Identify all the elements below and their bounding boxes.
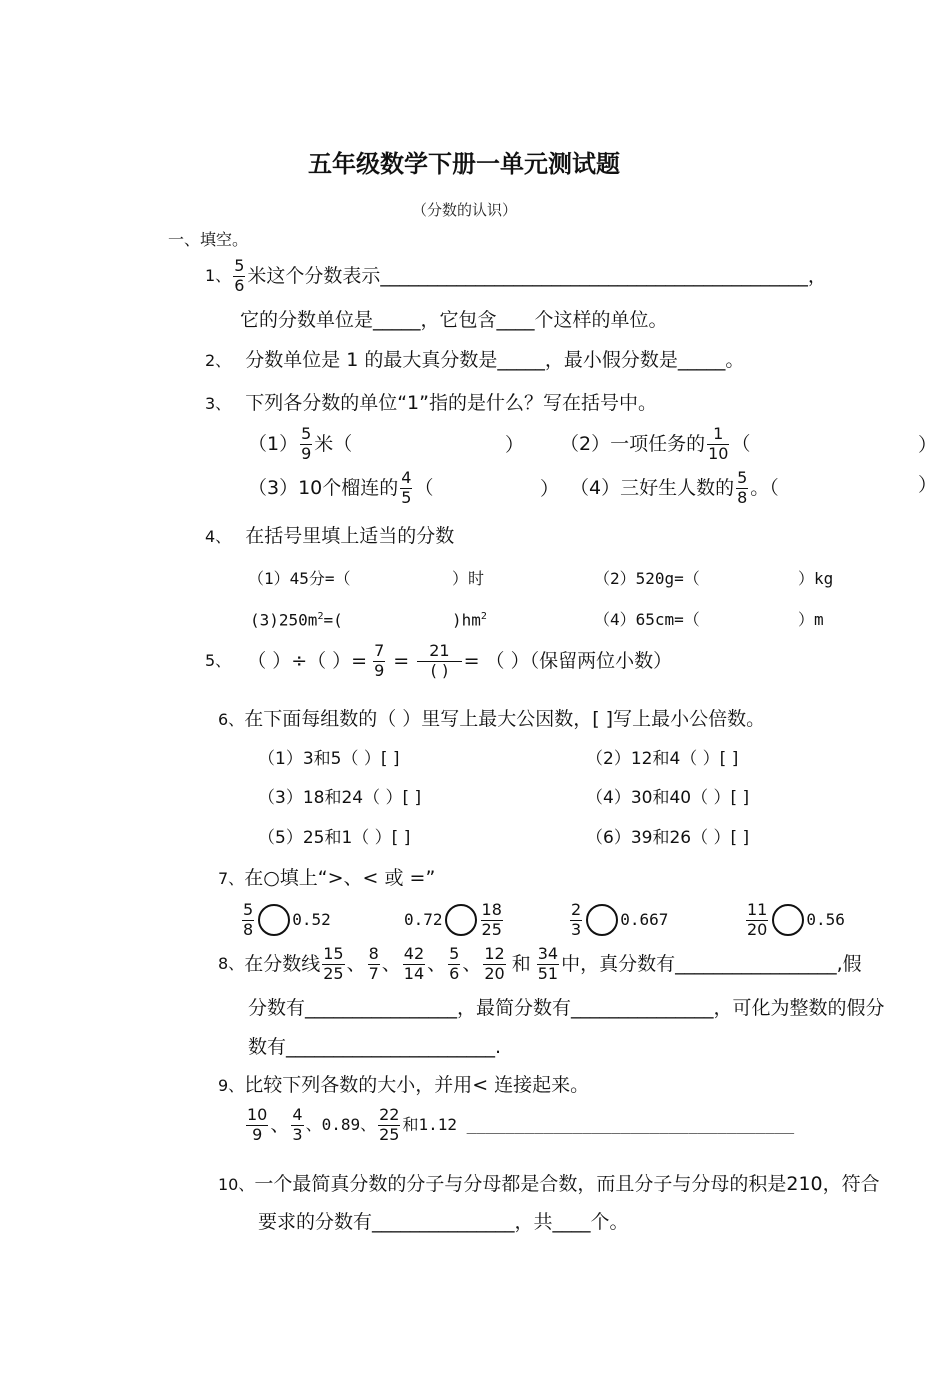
q3-part-1-close: ） (505, 434, 525, 456)
q7-compare-1: $\frac{5}{8}$ 0.52 (243, 900, 331, 939)
question-7: 7、在○填上“>、< 或 =” (218, 867, 436, 889)
q3-part-2: （2）一项任务的 $\frac{1}{10}$ （ (560, 424, 751, 463)
q7-compare-4: $\frac{11}{20}$ 0.56 (747, 900, 845, 939)
q4-part-4-unit: ）m (798, 610, 824, 629)
question-text: 分数单位是 1 的最大真分数是_____，最小假分数是_____。 (245, 349, 745, 371)
q6-item: （3）18和24（ ）[ ] (258, 788, 422, 808)
compare-circle[interactable] (445, 904, 477, 936)
question-6: 6、在下面每组数的（ ）里写上最大公因数，[ ]写上最小公倍数。 (218, 708, 766, 730)
q3-part-3-close: ） (540, 478, 560, 500)
q6-item: （2）12和4（ ）[ ] (586, 749, 739, 769)
section-heading: 一、填空。 (168, 230, 249, 249)
question-4: 4、 在括号里填上适当的分数 (205, 525, 455, 547)
q4-part-3-unit: )$hm^2$ (452, 610, 487, 630)
question-9: 9、比较下列各数的大小，并用< 连接起来。 (218, 1074, 590, 1096)
question-text: 在下面每组数的（ ）里写上最大公因数，[ ]写上最小公倍数。 (244, 708, 766, 730)
compare-circle[interactable] (586, 904, 618, 936)
question-text: 下列各分数的单位“1”指的是什么？写在括号中。 (245, 392, 657, 414)
q4-part-2-unit: ）kg (798, 569, 834, 588)
q3-part-4: （4）三好生人数的 $\frac{5}{8}$ 。（ (570, 468, 779, 507)
question-8: 8、 在分数线 $\frac{15}{25}$ 、 $\frac{8}{7}$ 、 $\frac{42}{14}$ 、 $\frac{5}{6}$ 、 $\frac{12}{20}$ 和 $\frac{34}{51}$ 中，真分数有_________________,假 (218, 944, 862, 983)
q4-part-2: （2）520g=（ (594, 569, 700, 588)
q6-item: （1）3和5（ ）[ ] (258, 749, 400, 769)
question-10-line-2: 要求的分数有_______________，共____个。 (258, 1211, 629, 1233)
question-text: 米这个分数表示_____________________________________________， (247, 264, 827, 287)
q4-part-1-unit: ）时 (452, 569, 485, 588)
question-number: 1、 (205, 266, 232, 286)
q3-part-1: （1） $\frac{5}{9}$ 米（ (248, 424, 353, 463)
fraction: $\frac{5}{6}$ (234, 256, 245, 295)
page-subtitle: （分数的认识） (412, 201, 518, 219)
q4-part-1: （1）45分=（ (248, 569, 351, 588)
question-8-line-3: 数有______________________. (248, 1036, 502, 1058)
question-1 (205, 258, 827, 295)
question-1-line-2: 它的分数单位是_____，它包含____个这样的单位。 (240, 309, 668, 331)
q7-compare-3: $\frac{2}{3}$ 0.667 (571, 900, 669, 939)
question-5: 5、 （ ）÷（ ）= $\frac{7}{9}$ = $\frac{21}{( )}$ = （ ）（保留两位小数） (205, 641, 673, 680)
question-text: 比较下列各数的大小，并用< 连接起来。 (244, 1074, 590, 1096)
question-2: 2、 分数单位是 1 的最大真分数是_____，最小假分数是_____。 (205, 349, 745, 371)
q6-item: （6）39和26（ ）[ ] (586, 828, 750, 848)
question-text: 一个最简真分数的分子与分母都是合数，而且分子与分母的积是210，符合 (254, 1173, 880, 1195)
question-text: 在○填上“>、< 或 =” (244, 867, 436, 889)
q9-numbers: $\frac{10}{9}$ 、 $\frac{4}{3}$ 、0.89、 $\frac{22}{25}$ 和1.12 __________________________________ (247, 1105, 795, 1144)
q3-part-3: （3）10个榴连的 $\frac{4}{5}$ （ (248, 468, 434, 507)
q3-part-4-close: ） (918, 474, 938, 496)
compare-circle[interactable] (258, 904, 290, 936)
question-8-line-2: 分数有________________，最简分数有_______________，可化为整数的假分 (248, 997, 885, 1019)
question-3: 3、 下列各分数的单位“1”指的是什么？写在括号中。 (205, 392, 657, 414)
q7-compare-2: 0.72 $\frac{18}{25}$ (404, 900, 502, 939)
compare-circle[interactable] (772, 904, 804, 936)
q4-part-4: （4）65cm=（ (594, 610, 700, 629)
q6-item: （5）25和1（ ）[ ] (258, 828, 411, 848)
q4-part-3: $(3)250m^2=$( (250, 610, 343, 630)
question-10: 10、一个最简真分数的分子与分母都是合数，而且分子与分母的积是210，符合 (218, 1173, 880, 1195)
q3-part-2-close: ） (918, 434, 938, 456)
question-text: 在括号里填上适当的分数 (245, 525, 455, 547)
q6-item: （4）30和40（ ）[ ] (586, 788, 750, 808)
page-title: 五年级数学下册一单元测试题 (308, 149, 620, 178)
